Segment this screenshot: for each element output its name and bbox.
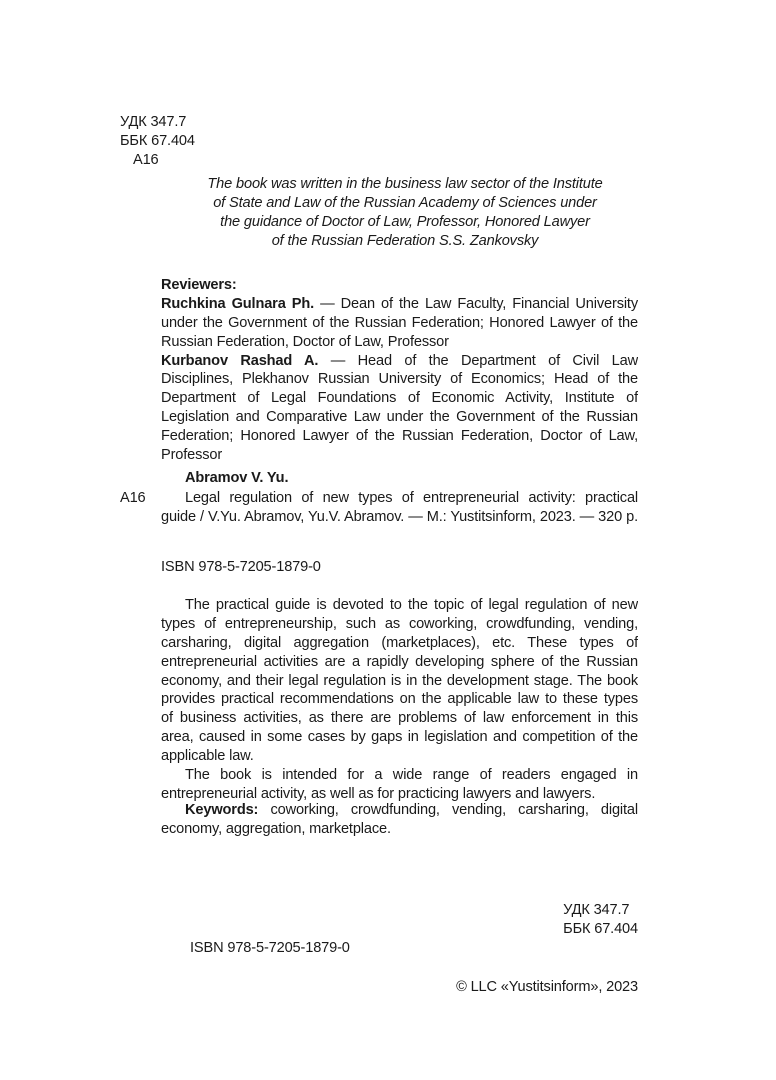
- bib-description: [161, 489, 638, 527]
- reviewer-text: under the Government of the Russian Federation; Honored Lawyer of the: [161, 314, 638, 331]
- reviewer-text: Department of Legal Foundations of Economic Activity, Institute of: [161, 390, 638, 407]
- keywords-text: coworking, crowdfunding, vending, carsharing, digital: [258, 802, 638, 818]
- bib-author-name: Abramov V. Yu.: [185, 470, 289, 486]
- bbk-code: ББК 67.404: [120, 132, 195, 149]
- keywords: [161, 801, 638, 839]
- reviewers-section: [161, 276, 638, 465]
- note-line: of State and Law of the Russian Academy of Sciences under: [213, 194, 597, 211]
- abstract-line: economy, and their legal regulation is in the development stage. The book: [161, 672, 638, 689]
- abstract-line: carsharing, digital aggregation (marketplaces), etc. These types of: [161, 634, 638, 651]
- abstract-line: area, caused in some cases by gaps in legislation and competition of the: [161, 729, 638, 746]
- isbn: ISBN 978-5-7205-1879-0: [161, 559, 321, 575]
- bib-mark: A16: [120, 490, 146, 506]
- reviewer-text: Federation; Honored Lawyer of the Russian Federation, Doctor of Law,: [161, 428, 638, 445]
- footer-codes: [563, 901, 638, 939]
- abstract-line: The book is intended for a wide range of readers engaged in: [185, 767, 638, 784]
- reviewer-text: — Dean of the Law Faculty, Financial University: [314, 295, 638, 312]
- authorship-note: [161, 175, 649, 251]
- abstract-line: entrepreneurial activities are a rapidly developing sphere of the Russian: [161, 653, 638, 670]
- abstract-line: provides practical recommendations on the applicable law to these types: [161, 691, 638, 708]
- note-line: of the Russian Federation S.S. Zankovsky: [271, 232, 539, 249]
- reviewer-text: Legislation and Comparative Law under the Government of the Russian: [161, 409, 638, 426]
- abstract-line: applicable law.: [161, 748, 254, 765]
- keywords-label: Keywords:: [185, 802, 259, 818]
- note-line: The book was written in the business law sector of the Institute: [207, 176, 603, 192]
- reviewers-heading: Reviewers:: [161, 277, 237, 293]
- abstract-line: types of entrepreneurship, such as coworking, crowdfunding, vending,: [161, 615, 638, 632]
- bib-line: guide / V.Yu. Abramov, Yu.V. Abramov. — M.: Yustitsinform, 2023. — 320 p.: [161, 508, 638, 525]
- classification-codes: [120, 113, 195, 170]
- abstract-line: entrepreneurial activity, as well as for practicing lawyers and lawyers.: [161, 785, 596, 802]
- reviewer-name: Kurbanov Rashad A.: [161, 352, 319, 369]
- abstract: [161, 596, 638, 804]
- footer-udk: УДК 347.7: [563, 902, 630, 918]
- reviewer-text: Professor: [161, 447, 223, 464]
- reviewer-text: Russian Federation, Doctor of Law, Professor: [161, 333, 449, 350]
- footer-isbn: ISBN 978-5-7205-1879-0: [190, 940, 350, 956]
- keywords-text: economy, aggregation, marketplace.: [161, 820, 391, 837]
- footer-bbk: ББК 67.404: [563, 920, 638, 937]
- copyright: © LLC «Yustitsinform», 2023: [456, 979, 638, 995]
- author-mark: A16: [133, 151, 159, 168]
- bib-author: [185, 470, 288, 486]
- abstract-line: of business activities, as there are problems of law enforcement in this: [161, 710, 638, 727]
- reviewer-text: Disciplines, Plekhanov Russian University of Economics; Head of the: [161, 371, 638, 388]
- reviewer-text: — Head of the Department of Civil Law: [318, 352, 638, 369]
- udk-code: УДК 347.7: [120, 114, 187, 130]
- abstract-line: The practical guide is devoted to the topic of legal regulation of new: [185, 597, 638, 613]
- note-line: the guidance of Doctor of Law, Professor, Honored Lawyer: [220, 213, 590, 230]
- reviewer-name: Ruchkina Gulnara Ph.: [161, 295, 315, 312]
- bib-line: Legal regulation of new types of entrepreneurial activity: practical: [185, 490, 638, 506]
